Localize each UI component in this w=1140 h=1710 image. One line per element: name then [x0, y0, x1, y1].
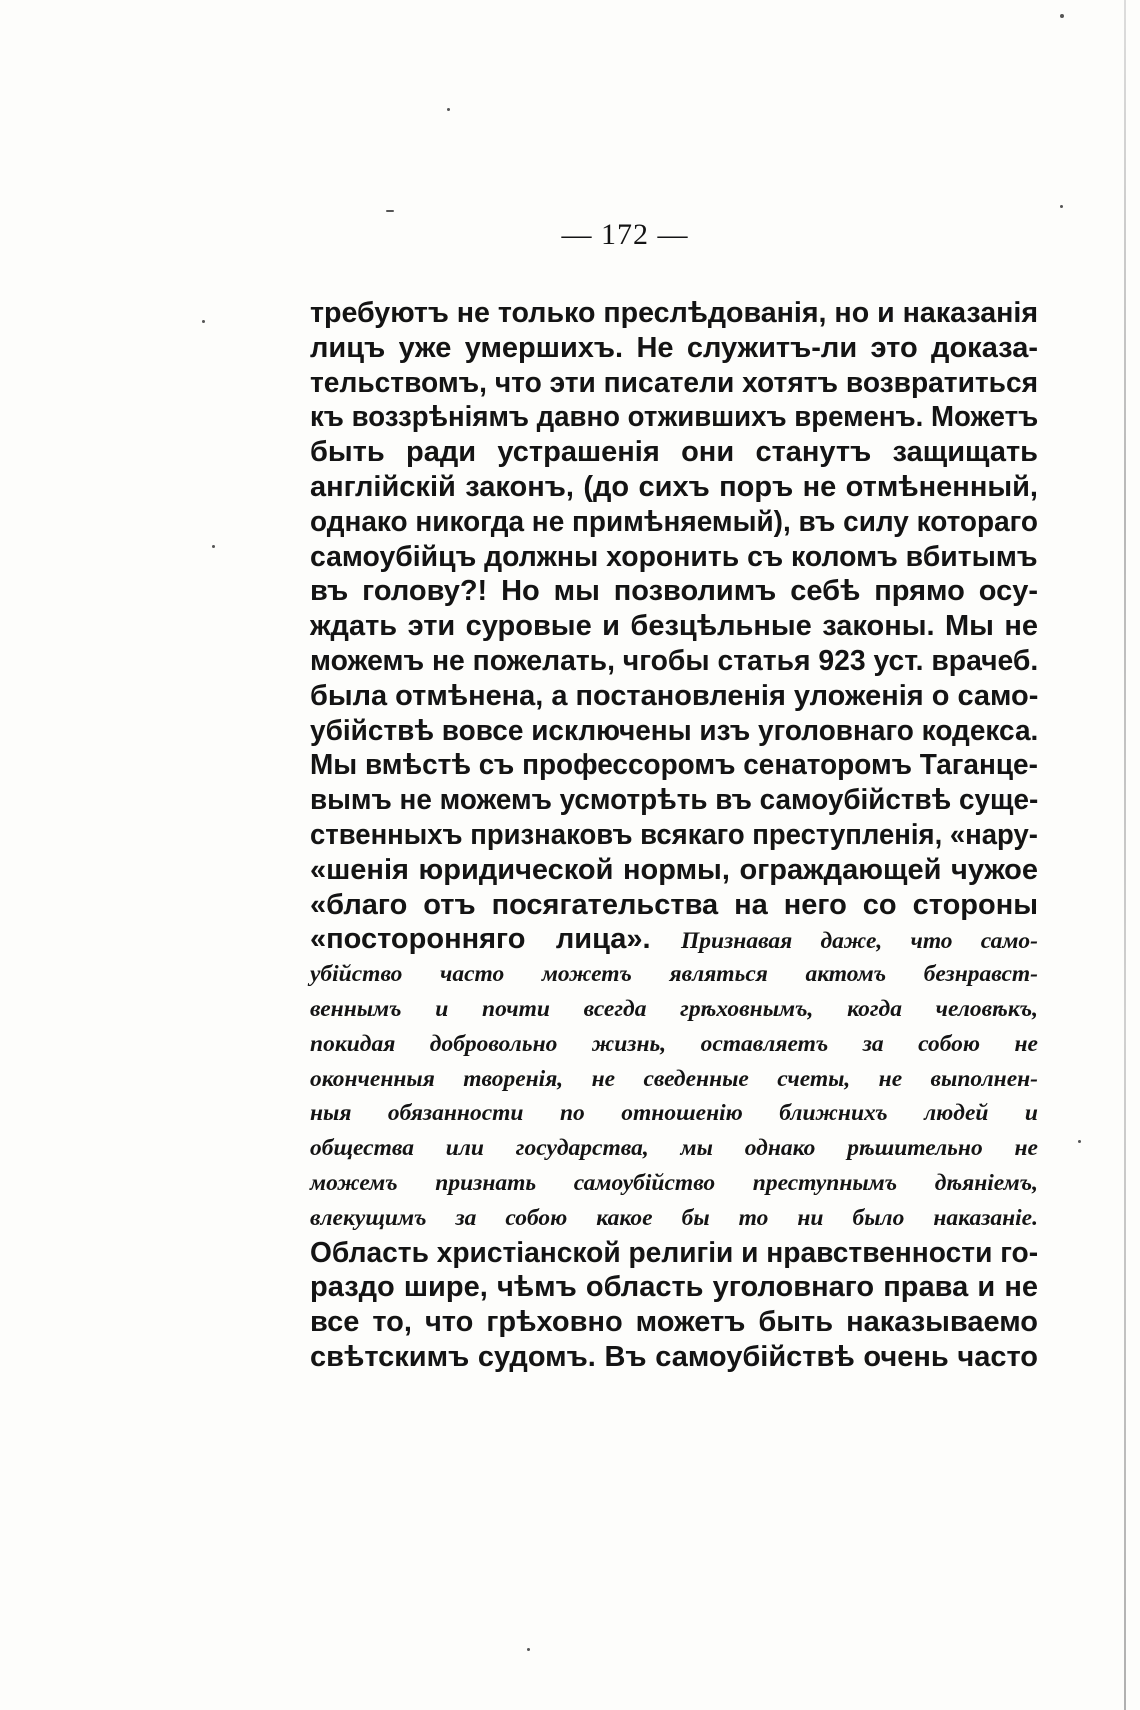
page-number: — 172 —: [561, 218, 689, 251]
text-line: ныя обязанности по отношенію ближнихъ людей и: [310, 1100, 1038, 1127]
body-text: [310, 296, 1038, 1375]
text-line: раздо шире, чѣмъ область уголовнаго права и не: [310, 1271, 1038, 1304]
text-line: ждать эти суровые и безцѣльные законы. Мы не: [310, 610, 1038, 643]
text-line-roman-part: «посторонняго лица».: [310, 923, 681, 956]
text-line: была отмѣнена, а постановленія уложенія о само-: [310, 679, 1039, 712]
text-line: общества или государства, мы однако рѣшительно не: [310, 1135, 1038, 1162]
text-line: въ голову?! Но мы позволимъ себѣ прямо осу-: [310, 575, 1038, 608]
text-line: англійскій законъ, (до сихъ поръ не отмѣненный,: [310, 470, 1038, 503]
scan-speck: [202, 320, 205, 323]
text-line: убійство часто можетъ являться актомъ безнравст-: [310, 961, 1038, 988]
text-line: ственныхъ признаковъ всякаго преступленія, «нару-: [310, 818, 1038, 851]
text-line: самоубійцъ должны хоронить съ коломъ вбитымъ: [310, 540, 1038, 573]
text-line: «благо отъ посягательства на него со стороны: [310, 888, 1038, 921]
text-line: можемъ не пожелать, чгобы статья 923 уст. врачеб.: [310, 644, 1039, 677]
text-line: можемъ признать самоубійство преступнымъ дѣяніемъ,: [310, 1169, 1038, 1196]
scan-speck: [386, 210, 394, 212]
scan-speck: [1060, 205, 1063, 208]
text-line: покидая добровольно жизнь, оставляетъ за собою не: [310, 1030, 1038, 1057]
text-line: [310, 922, 1038, 957]
text-line: убійствѣ вовсе исключены изъ уголовнаго кодекса.: [310, 714, 1039, 747]
text-line: быть ради устрашенія они станутъ защищать: [310, 436, 1038, 469]
text-line: тельствомъ, что эти писатели хотятъ возвратиться: [310, 366, 1039, 399]
scan-speck: [447, 108, 450, 111]
text-line: свѣтскимъ судомъ. Въ самоубійствѣ очень часто: [310, 1340, 1038, 1373]
text-line: къ воззрѣніямъ давно отжившихъ временъ. Можетъ: [310, 401, 1039, 434]
page-gutter-edge: [1124, 0, 1126, 1710]
text-line: оконченныя творенія, не сведенные счеты, не выполнен-: [310, 1065, 1038, 1092]
scan-speck: [212, 545, 215, 548]
text-line: требуютъ не только преслѣдованія, но и наказанія: [310, 297, 1039, 329]
text-line: Мы вмѣстѣ съ профессоромъ сенаторомъ Таганце-: [310, 749, 1038, 782]
text-line: веннымъ и почти всегда грѣховнымъ, когда человѣкъ,: [310, 995, 1038, 1022]
text-line: вымъ не можемъ усмотрѣть въ самоубійствѣ суще-: [310, 784, 1039, 817]
text-line: Область христіанской религіи и нравственности го-: [310, 1236, 1039, 1269]
scan-speck: [527, 1648, 530, 1651]
text-line: «шенія юридической нормы, ограждающей чужое: [310, 853, 1038, 886]
text-line: однако никогда не примѣняемый), въ силу котораго: [310, 505, 1039, 538]
text-line: лицъ уже умершихъ. Не служитъ-ли это доказа-: [310, 331, 1038, 364]
text-line: все то, что грѣховно можетъ быть наказываемо: [310, 1306, 1038, 1339]
text-line: влекущимъ за собою какое бы то ни было наказаніе.: [310, 1204, 1038, 1231]
scan-speck: [1078, 1140, 1081, 1143]
scan-speck: [1060, 14, 1064, 18]
text-line-italic-part: Признавая даже, что само-: [681, 928, 1039, 955]
